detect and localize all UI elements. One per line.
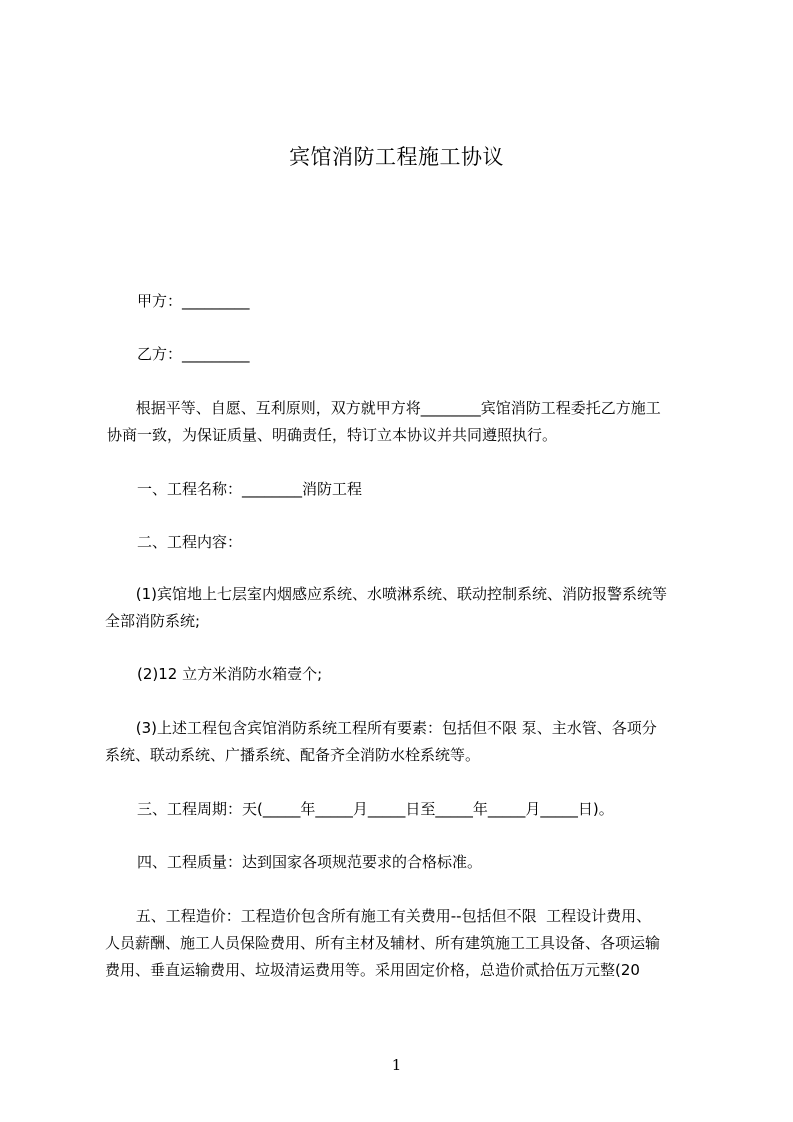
clause-2-heading: 二、工程内容： — [137, 533, 243, 551]
content-item-1-line-1: (1)宾馆地上七层室内烟感应系统、水喷淋系统、联动控制系统、消防报警系统等 — [131, 585, 668, 603]
clause-5-line-3: 费用、垂直运输费用、垃圾清运费用等。采用固定价格，总造价贰拾伍万元整(20 — [105, 961, 640, 979]
clause-5-line-2: 人员薪酬、施工人员保险费用、所有主材及辅材、所有建筑施工工具设备、各项运输 — [105, 934, 661, 952]
page-number: 1 — [391, 1056, 402, 1074]
content-item-2: (2)12 立方米消防水箱壹个; — [137, 665, 323, 683]
document-title: 宾馆消防工程施工协议 — [289, 145, 504, 169]
preamble-line-2: 协商一致，为保证质量、明确责任，特订立本协议并共同遵照执行。 — [107, 426, 558, 444]
content-item-3-line-1: (3)上述工程包含宾馆消防系统工程所有要素：包括但不限 泵、主水管、各项分 — [131, 719, 657, 737]
clause-1-project-name: 一、工程名称：________消防工程 — [137, 480, 363, 498]
clause-4-quality: 四、工程质量：达到国家各项规范要求的合格标准。 — [137, 853, 483, 871]
clause-3-schedule: 三、工程周期：天(_____年_____月_____日至_____年_____月_____日)。 — [137, 800, 614, 818]
party-b-line: 乙方：_________ — [137, 345, 250, 363]
party-a-line: 甲方：_________ — [137, 292, 250, 310]
preamble-line-1: 根据平等、自愿、互利原则，双方就甲方将________宾馆消防工程委托乙方施工 — [131, 399, 661, 417]
clause-5-line-1: 五、工程造价：工程造价包含所有施工有关费用--包括但不限 工程设计费用、 — [131, 907, 652, 925]
content-item-3-line-2: 系统、联动系统、广播系统、配备齐全消防水栓系统等。 — [105, 746, 481, 764]
content-item-1-line-2: 全部消防系统; — [105, 612, 201, 630]
